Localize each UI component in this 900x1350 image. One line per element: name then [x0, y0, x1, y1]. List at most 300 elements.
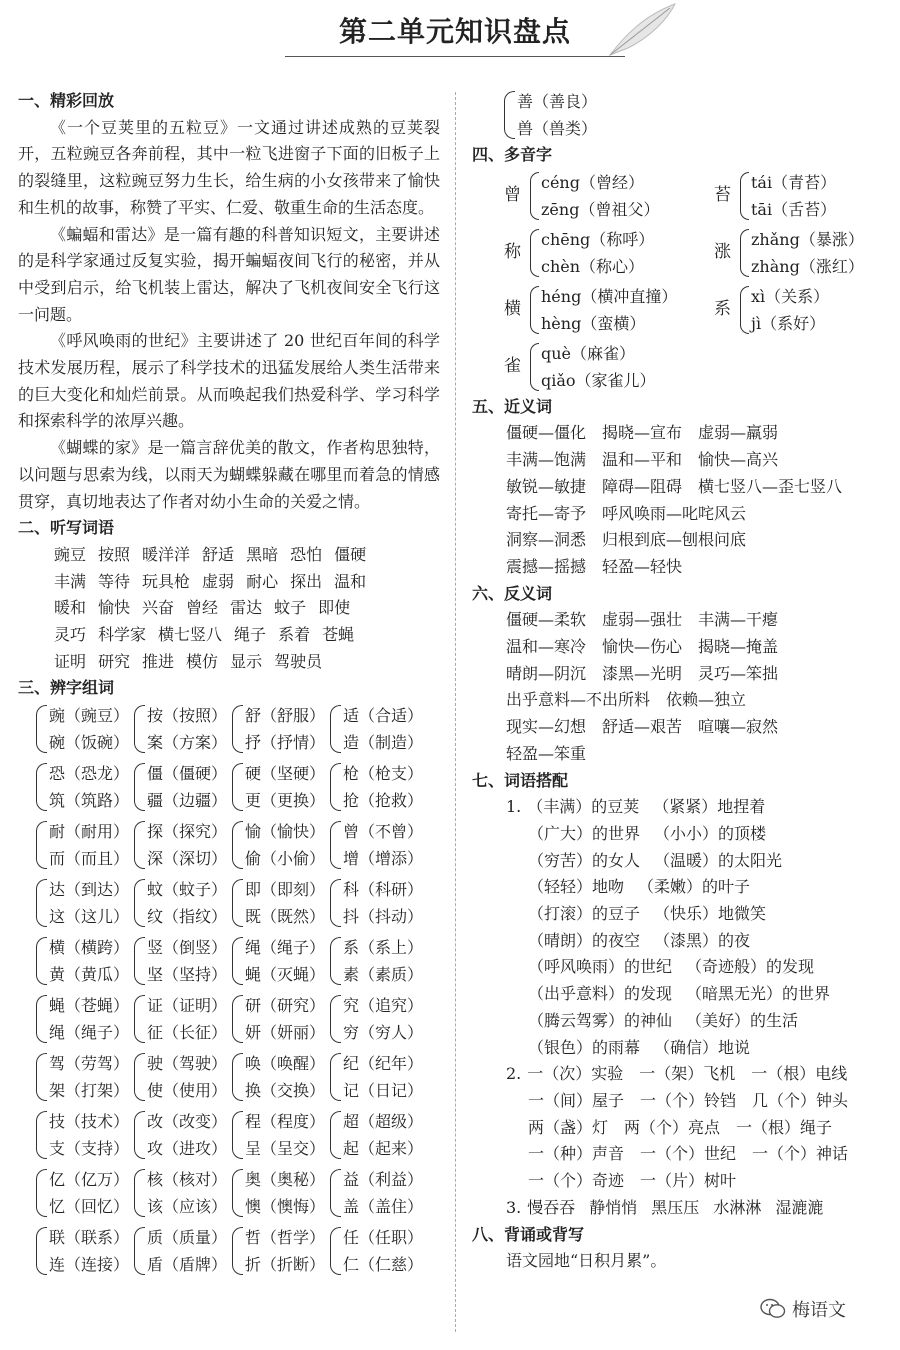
left-column [18, 88, 440, 1278]
match-phrase: （轻轻）地吻 [528, 877, 625, 897]
pair-line: 愉（愉快） [245, 822, 326, 842]
brace-mark [232, 1111, 243, 1159]
pair-lines [343, 702, 423, 756]
word: 兴奋 [142, 598, 175, 618]
word-row [54, 542, 440, 569]
character-pair [232, 1224, 330, 1278]
character-pair [36, 1166, 134, 1220]
word: 僵硬 [334, 544, 367, 564]
measure-phrase: 一（个）铃铛 [640, 1090, 737, 1110]
character-pair [232, 876, 330, 930]
word-pair-row [506, 527, 892, 554]
pair-line: 疆（边疆） [147, 791, 228, 811]
word: 蚊子 [274, 598, 307, 618]
match-phrase: （温暖）的太阳光 [654, 850, 783, 870]
section-heading: 四、多音字 [472, 145, 553, 164]
word-pair-row [506, 554, 892, 581]
pinyin-lines [541, 283, 677, 337]
brace-mark [740, 172, 749, 220]
measure-phrase: 两（盏）灯 [528, 1117, 609, 1137]
word-pair: 轻盈—轻快 [602, 556, 683, 576]
word: 科学家 [98, 625, 147, 645]
pair-line: 抒（抒情） [245, 733, 326, 753]
pair-lines [245, 1166, 325, 1220]
pinyin-line: xì（关系） [751, 286, 830, 306]
brace-mark [530, 229, 539, 277]
word: 推进 [142, 651, 175, 671]
measure-row [506, 1088, 892, 1115]
overlap-word: 水淋淋 [713, 1197, 762, 1217]
word: 雷达 [230, 598, 263, 618]
brace-mark [330, 1053, 341, 1101]
match-phrase: （漆黑）的夜 [654, 930, 751, 950]
pair-line: 亿（亿万） [49, 1170, 130, 1190]
word-pair: 灵巧—笨拙 [698, 663, 779, 683]
word-pair-row [506, 714, 892, 741]
dictation-word-list [18, 542, 440, 676]
match-phrase: （广大）的世界 [528, 823, 641, 843]
character-pair [232, 702, 330, 756]
match-row [506, 928, 892, 955]
word-pair: 障碍—阻碍 [602, 476, 683, 496]
pair-line: 盾（盾牌） [147, 1255, 228, 1275]
pair-line: 科（科研） [343, 880, 424, 900]
character-pair [330, 992, 428, 1046]
match-row [506, 954, 892, 981]
word: 曾经 [186, 598, 219, 618]
character-pair [232, 1108, 330, 1162]
brace-mark [36, 1227, 47, 1275]
pinyin-line: céng（曾经） [541, 172, 644, 192]
brace-mark [36, 879, 47, 927]
measure-phrase: 两（个）亮点 [624, 1117, 721, 1137]
pair-line: 征（长征） [147, 1023, 228, 1043]
pair-line: 忆（回忆） [49, 1197, 130, 1217]
character-pair [232, 1050, 330, 1104]
brace-mark [36, 937, 47, 985]
synonym-list [472, 420, 892, 580]
word-pair: 轻盈—笨重 [506, 743, 587, 763]
pair-lines [343, 934, 423, 988]
word: 研究 [98, 651, 131, 671]
pair-line: 探（探究） [147, 822, 228, 842]
wechat-icon [760, 1298, 786, 1320]
word-pair: 温和—寒冷 [506, 637, 587, 657]
brace-mark [134, 1053, 145, 1101]
pair-line: 程（程度） [245, 1112, 326, 1132]
measure-phrase: 一（种）声音 [528, 1144, 625, 1164]
measure-phrase: 几（个）钟头 [752, 1090, 849, 1110]
pair-line: 曾（不曾） [343, 822, 424, 842]
pair-lines [343, 992, 423, 1046]
brace-mark [134, 1227, 145, 1275]
character-pair [134, 1108, 232, 1162]
brace-mark [36, 1111, 47, 1159]
pair-line: 呈（呈交） [245, 1139, 326, 1159]
word-pair: 愉快—伤心 [602, 637, 683, 657]
word-pair: 敏锐—敏捷 [506, 476, 587, 496]
pair-lines [147, 1224, 227, 1278]
pair-line: 质（质量） [147, 1228, 228, 1248]
pinyin-line: qiǎo（家雀儿） [541, 370, 656, 390]
match-phrase: （奇迹般）的发现 [686, 957, 815, 977]
pair-line: 素（素质） [343, 965, 424, 985]
word-pair-row [506, 474, 892, 501]
overlap-word: 静悄悄 [589, 1197, 638, 1217]
brace-mark [134, 705, 145, 753]
character-pair [330, 760, 428, 814]
word-pair-row [506, 661, 892, 688]
pinyin-line: chèn（称心） [541, 256, 645, 276]
pair-line: 枪（枪支） [343, 764, 424, 784]
word-pair: 虚弱—羸弱 [698, 423, 779, 443]
pair-line: 核（核对） [147, 1170, 228, 1190]
match-phrase: （柔嫩）的叶子 [638, 877, 751, 897]
pair-line: 架（打架） [49, 1081, 130, 1101]
word-pair-row [506, 420, 892, 447]
character-pair [330, 1108, 428, 1162]
pinyin-line: hèng（蛮横） [541, 313, 646, 333]
measure-phrase: 一（次）实验 [527, 1064, 624, 1084]
word-matching [472, 794, 892, 1221]
brace-mark [134, 1111, 145, 1159]
pair-lines [245, 876, 325, 930]
pair-line: 支（支持） [49, 1139, 130, 1159]
pair-lines [245, 1050, 325, 1104]
pair-line: 竖（倒竖） [147, 938, 228, 958]
word: 温和 [334, 571, 367, 591]
match-row [506, 1008, 892, 1035]
measure-phrase: 一（片）树叶 [640, 1171, 737, 1191]
measure-row [506, 1061, 892, 1088]
character-pair [472, 88, 892, 142]
word: 横七竖八 [158, 625, 223, 645]
pinyin-line: chēng（称呼） [541, 229, 655, 249]
pair-line: 驶（驾驶） [147, 1054, 228, 1074]
pinyin-line: tāi（舌苔） [751, 199, 837, 219]
character-pair [134, 702, 232, 756]
word: 耐心 [246, 571, 279, 591]
pair-lines [343, 1224, 423, 1278]
word-pair: 震撼—摇撼 [506, 556, 587, 576]
match-phrase: （穷苦）的女人 [528, 850, 641, 870]
page-title: 第二单元知识盘点 [338, 15, 571, 48]
word: 苍蝇 [322, 625, 355, 645]
pair-lines [343, 818, 423, 872]
character-pair [36, 992, 134, 1046]
pair-line: 善（善良） [517, 92, 598, 111]
pair-line: 纪（纪年） [343, 1054, 424, 1074]
word: 虚弱 [202, 571, 235, 591]
pair-line: 蝇（苍蝇） [49, 996, 130, 1016]
polyphone-item [504, 169, 714, 223]
pair-line: 硬（坚硬） [245, 764, 326, 784]
column-divider [455, 92, 456, 1332]
pinyin-line: jì（系好） [751, 313, 826, 333]
match-phrase: （晴朗）的夜空 [528, 930, 641, 950]
brace-mark [232, 879, 243, 927]
pair-lines [245, 760, 325, 814]
paragraph: 《蝙蝠和雷达》是一篇有趣的科普知识短文，主要讲述的是科学家通过反复实验，揭开蝙蝠夜间飞行的秘密，并从中受到启示，给飞机装上雷达，解决了飞机夜间安全飞行这一问题。 [18, 224, 440, 324]
match-row [506, 821, 892, 848]
word: 丰满 [54, 571, 87, 591]
brace-mark [36, 1169, 47, 1217]
character-pair [232, 818, 330, 872]
match-phrase: （确信）地说 [654, 1037, 751, 1057]
polyphone-char: 苔 [714, 185, 731, 206]
word: 暖洋洋 [142, 544, 191, 564]
character-pair [134, 1050, 232, 1104]
measure-phrase: 一（个）奇迹 [528, 1171, 625, 1191]
word-pair-row [506, 634, 892, 661]
match-row [506, 794, 892, 821]
pair-lines [343, 1166, 423, 1220]
character-pair [232, 1166, 330, 1220]
match-row [506, 981, 892, 1008]
pair-line: 筑（筑路） [49, 791, 130, 811]
word-pair: 揭晓—宣布 [602, 423, 683, 443]
word-pair: 丰满—饱满 [506, 450, 587, 470]
brace-mark [134, 879, 145, 927]
pair-line: 而（而且） [49, 849, 130, 869]
pair-line: 偷（小偷） [245, 849, 326, 869]
pair-lines [49, 1050, 129, 1104]
pair-line: 深（深切） [147, 849, 228, 869]
brace-mark [134, 763, 145, 811]
pinyin-lines [751, 283, 829, 337]
word-pair-row [506, 501, 892, 528]
character-pair [134, 760, 232, 814]
pair-line: 究（追究） [343, 996, 424, 1016]
pinyin-line: héng（横冲直撞） [541, 286, 678, 306]
match-phrase: （出乎意料）的发现 [528, 984, 673, 1004]
page-header [285, 10, 625, 58]
polyphone-char: 系 [714, 299, 731, 320]
word-pair-row [506, 607, 892, 634]
paragraph: 《呼风唤雨的世纪》主要讲述了 20 世纪百年间的科学技术发展历程，展示了科学技术的迅猛发展给人类生活带来的巨大变化和灿烂前景。从而唤起我们热爱科学、学习科学和探索科学的浓厚兴趣。 [18, 331, 440, 431]
brace-mark [330, 821, 341, 869]
brace-mark [530, 343, 539, 391]
character-pair [36, 934, 134, 988]
pair-line: 系（系上） [343, 938, 424, 958]
brace-mark [504, 91, 515, 139]
pair-lines [343, 760, 423, 814]
match-row [506, 1035, 892, 1062]
pair-line: 哲（哲学） [245, 1228, 326, 1248]
pair-lines [245, 702, 325, 756]
pair-lines [49, 876, 129, 930]
word-pair: 洞察—洞悉 [506, 530, 587, 550]
pair-lines [49, 1224, 129, 1278]
pair-lines [147, 876, 227, 930]
pair-line: 达（到达） [49, 880, 130, 900]
word-pair-row [506, 687, 892, 714]
pair-line: 绳（绳子） [245, 938, 326, 958]
antonym-list [472, 607, 892, 767]
character-pair-grid [18, 702, 440, 1278]
overlap-word: 慢吞吞 [527, 1197, 576, 1217]
pair-line: 增（增添） [343, 849, 424, 869]
match-phrase: （美好）的生活 [686, 1010, 799, 1030]
pair-line: 绳（绳子） [49, 1023, 130, 1043]
word-pair: 喧嚷—寂然 [698, 717, 779, 737]
character-pair [36, 760, 134, 814]
brace-mark [36, 705, 47, 753]
pair-lines [49, 1166, 129, 1220]
word-pair: 出乎意料—不出所料 [506, 690, 651, 710]
right-column [472, 88, 892, 1275]
character-pair [330, 934, 428, 988]
pair-line: 仁（仁慈） [343, 1255, 424, 1275]
word-pair: 现实—幻想 [506, 717, 587, 737]
pinyin-line: què（麻雀） [541, 343, 636, 363]
pinyin-line: zēng（曾祖父） [541, 199, 660, 219]
pair-line: 蚊（蚊子） [147, 880, 228, 900]
character-pair [330, 702, 428, 756]
word-pair: 归根到底—刨根问底 [602, 530, 747, 550]
pair-line: 碗（饭碗） [49, 733, 130, 753]
pinyin-lines [751, 169, 836, 223]
brace-mark [330, 937, 341, 985]
brace-mark [330, 995, 341, 1043]
word-row [54, 649, 440, 676]
character-pair [134, 992, 232, 1046]
pair-line: 横（横跨） [49, 938, 130, 958]
brace-mark [232, 995, 243, 1043]
overlap-word-row [506, 1195, 892, 1222]
overlap-word: 湿漉漉 [775, 1197, 824, 1217]
brace-mark [330, 1227, 341, 1275]
character-pair [134, 818, 232, 872]
pair-lines [245, 1108, 325, 1162]
character-pair [330, 1166, 428, 1220]
measure-phrase: 一（根）绳子 [736, 1117, 833, 1137]
word-row [54, 569, 440, 596]
pair-lines [49, 992, 129, 1046]
match-row [506, 874, 892, 901]
pair-line: 兽（兽类） [517, 119, 598, 138]
polyphone-item [504, 226, 714, 280]
word: 探出 [290, 571, 323, 591]
measure-phrase: 一（间）屋子 [528, 1090, 625, 1110]
polyphone-item [504, 340, 714, 394]
pair-lines [49, 702, 129, 756]
match-phrase: （小小）的顶楼 [654, 823, 767, 843]
brace-mark [232, 705, 243, 753]
pair-line: 技（技术） [49, 1112, 130, 1132]
word: 恐怕 [290, 544, 323, 564]
pair-line: 案（方案） [147, 733, 228, 753]
pair-line: 豌（豌豆） [49, 706, 130, 726]
pair-line: 使（使用） [147, 1081, 228, 1101]
pinyin-lines [541, 226, 654, 280]
pair-line: 适（合适） [343, 706, 424, 726]
pair-line: 舒（舒服） [245, 706, 326, 726]
word-row [54, 595, 440, 622]
pair-line: 更（更换） [245, 791, 326, 811]
pair-line: 研（研究） [245, 996, 326, 1016]
pinyin-lines [541, 169, 659, 223]
word-pair: 虚弱—强壮 [602, 610, 683, 630]
pair-line: 抖（抖动） [343, 907, 424, 927]
brace-mark [330, 1111, 341, 1159]
word: 系着 [278, 625, 311, 645]
pair-line: 蝇（灭蝇） [245, 965, 326, 985]
word-pair: 漆黑—光明 [602, 663, 683, 683]
pair-line: 益（利益） [343, 1170, 424, 1190]
section-heading: 八、背诵或背写 [472, 1224, 585, 1244]
word-pair: 僵硬—僵化 [506, 423, 587, 443]
character-pair [36, 1050, 134, 1104]
brace-mark [134, 937, 145, 985]
character-pair [134, 1166, 232, 1220]
polyphone-item [504, 283, 714, 337]
brace-mark [36, 821, 47, 869]
brace-mark [330, 763, 341, 811]
character-pair [134, 934, 232, 988]
polyphone-char: 涨 [714, 242, 731, 263]
polyphone-char: 雀 [504, 356, 521, 377]
pair-line: 即（即刻） [245, 880, 326, 900]
character-pair [330, 1224, 428, 1278]
character-pair [330, 1050, 428, 1104]
pair-line: 纹（指纹） [147, 907, 228, 927]
character-pair [134, 1224, 232, 1278]
pair-line: 懊（懊悔） [245, 1197, 326, 1217]
pair-line: 这（这儿） [49, 907, 130, 927]
pair-lines [147, 818, 227, 872]
brace-mark [740, 286, 749, 334]
word: 黑暗 [246, 544, 279, 564]
character-pair [36, 1108, 134, 1162]
pair-line: 恐（恐龙） [49, 764, 130, 784]
item-number: 1. [506, 797, 522, 817]
pair-lines [49, 1108, 129, 1162]
pair-line: 唤（唤醒） [245, 1054, 326, 1074]
recite-text: 语文园地“日积月累”。 [506, 1251, 667, 1271]
pair-line: 驾（劳驾） [49, 1054, 130, 1074]
word: 暖和 [54, 598, 87, 618]
polyphone-item [714, 226, 900, 280]
match-phrase: （紧紧）地捏着 [653, 797, 766, 817]
brace-mark [232, 937, 243, 985]
polyphone-grid [472, 169, 892, 394]
overlap-word: 黑压压 [651, 1197, 700, 1217]
brace-mark [232, 1169, 243, 1217]
watermark-text: 梅语文 [792, 1300, 846, 1321]
character-pair [36, 1224, 134, 1278]
brace-mark [330, 879, 341, 927]
pair-line: 换（交换） [245, 1081, 326, 1101]
brace-mark [134, 995, 145, 1043]
word: 玩具枪 [142, 571, 191, 591]
match-phrase: （呼风唤雨）的世纪 [528, 957, 673, 977]
character-pair [330, 818, 428, 872]
pair-line: 记（日记） [343, 1081, 424, 1101]
brace-mark [232, 821, 243, 869]
match-row [506, 901, 892, 928]
character-pair [232, 760, 330, 814]
word: 灵巧 [54, 625, 87, 645]
pinyin-lines [751, 226, 864, 280]
pair-line: 耐（耐用） [49, 822, 130, 842]
pair-lines [245, 818, 325, 872]
measure-phrase: 一（根）电线 [751, 1064, 848, 1084]
pair-lines [147, 1108, 227, 1162]
section-heading: 五、近义词 [472, 396, 553, 416]
brace-mark [36, 995, 47, 1043]
match-phrase: （丰满）的豆荚 [527, 797, 640, 817]
